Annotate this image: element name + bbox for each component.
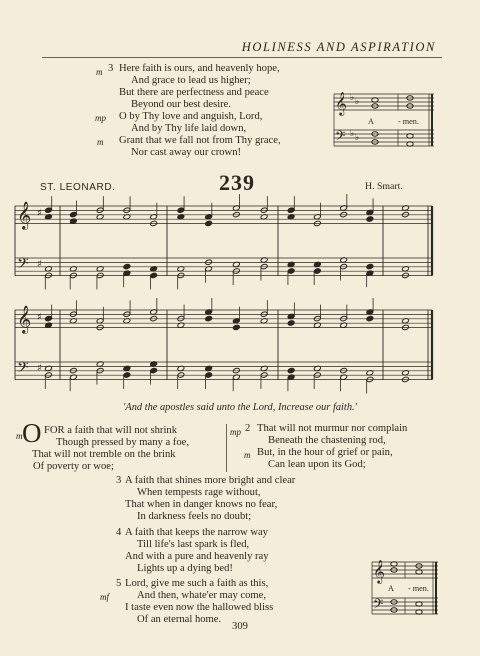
note-chord [340, 367, 348, 391]
column-divider [226, 424, 227, 472]
svg-text:𝄞: 𝄞 [373, 559, 385, 583]
treble-staff [15, 201, 432, 230]
note-chord [96, 361, 104, 385]
note-chord [45, 305, 53, 329]
verse-line: And then, whate'er may come, [137, 590, 266, 601]
amen-label: A [388, 584, 394, 593]
note-chord [205, 365, 213, 389]
svg-text:♭: ♭ [350, 129, 355, 139]
dynamic-marking: mp [230, 427, 241, 437]
note-chord [233, 261, 241, 285]
verse-line: And grace to lead us higher; [131, 75, 251, 86]
bass-staff [15, 255, 432, 276]
note-chord [177, 266, 185, 290]
verse-line: That when in danger knows no fear, [125, 499, 278, 510]
verse-number: 4 [116, 527, 122, 538]
svg-text:♭: ♭ [355, 97, 360, 107]
note-chord [123, 300, 131, 324]
note-chord [70, 266, 78, 290]
svg-text:𝄢: 𝄢 [335, 128, 346, 147]
verse-line: Lord, give me such a faith as this, [125, 578, 269, 589]
key-signature: ♯ [37, 208, 42, 219]
svg-text:𝄢: 𝄢 [373, 596, 384, 615]
note-chord [205, 298, 213, 322]
note-chord [70, 367, 78, 391]
note-chord [123, 263, 131, 287]
dynamic-marking: m [16, 431, 23, 441]
note-chord [96, 266, 104, 290]
note-chord [177, 365, 185, 389]
note-chord [205, 203, 213, 227]
verse-line: That will not murmur nor complain [257, 423, 408, 434]
verse-line: Of an eternal home. [137, 614, 222, 625]
dynamic-marking: mf [100, 592, 109, 602]
verse-line: A faith that keeps the narrow way [125, 527, 268, 538]
note-chord [96, 196, 104, 220]
dynamic-marking: mp [95, 113, 106, 123]
note-chord [233, 194, 241, 218]
note-chord [177, 305, 185, 329]
note-chord [340, 257, 348, 281]
verse-line: Here faith is ours, and heavenly hope, [119, 63, 280, 74]
verse-number: 5 [116, 578, 122, 589]
note-chord [45, 196, 53, 220]
verse-number: 3 [116, 475, 122, 486]
amen-label: A [368, 117, 374, 126]
note-chord [314, 305, 322, 329]
amen-label: - men. [408, 584, 429, 593]
tune-name: ST. LEONARD. [40, 182, 116, 193]
verse-line: Of poverty or woe; [33, 461, 114, 472]
drop-capital: O [22, 418, 42, 448]
note-chord [366, 263, 374, 287]
svg-text:𝄞: 𝄞 [17, 305, 32, 333]
note-chord [287, 367, 295, 391]
key-signature: ♯ [37, 259, 42, 270]
note-chord [70, 300, 78, 324]
note-chord [366, 198, 374, 222]
note-chord [123, 365, 131, 389]
verse-line: Beneath the chastening rod, [268, 435, 386, 446]
note-chord [366, 298, 374, 322]
svg-text:𝄢: 𝄢 [17, 255, 29, 276]
note-chord [96, 307, 104, 331]
note-chord [260, 300, 268, 324]
verse-line: But, in the hour of grief or pain, [257, 447, 393, 458]
svg-text:𝄞: 𝄞 [335, 91, 347, 115]
note-chord [233, 307, 241, 331]
note-chord [287, 196, 295, 220]
verse-line: Lights up a dying bed! [137, 563, 233, 574]
verse-line: That will not tremble on the brink [32, 449, 176, 460]
verse-line: FOR a faith that will not shrink [44, 425, 178, 436]
note-chord [402, 370, 410, 383]
verse-line: O by Thy love and anguish, Lord, [119, 111, 263, 122]
note-chord [150, 298, 158, 322]
hymn-number: 239 [219, 170, 255, 195]
note-chord [150, 361, 158, 385]
note-chord [366, 370, 374, 394]
verse-line: When tempests rage without, [137, 487, 261, 498]
note-chord [45, 266, 53, 290]
verse-number: 2 [245, 423, 251, 434]
dynamic-marking: m [244, 450, 251, 460]
bass-staff [15, 359, 432, 380]
verse-line: Beyond our best desire. [131, 99, 232, 110]
note-chord [150, 203, 158, 227]
note-chord [205, 259, 213, 283]
note-chord [340, 305, 348, 329]
note-chord [123, 196, 131, 220]
verse-number: 3 [108, 63, 114, 74]
scripture-quote: 'And the apostles said unto the Lord, Increase our faith.' [123, 402, 357, 413]
verse-line: In darkness feels no doubt; [137, 511, 252, 522]
note-chord [260, 257, 268, 281]
dynamic-marking: m [96, 67, 103, 77]
note-chord [177, 196, 185, 220]
verse-line: But there are perfectness and peace [119, 87, 269, 98]
verse-line: And with a pure and heavenly ray [125, 551, 269, 562]
dynamic-marking: m [97, 137, 104, 147]
svg-text:♭: ♭ [355, 133, 360, 143]
note-chord [402, 318, 410, 331]
verse-line: And by Thy life laid down, [131, 123, 247, 134]
svg-text:♭: ♭ [350, 93, 355, 103]
note-chord [45, 365, 53, 389]
verse-line: Nor cast away our crown! [131, 147, 242, 158]
verse-line: Grant that we fall not from Thy grace, [119, 135, 281, 146]
verse-line: Can lean upon its God; [268, 459, 366, 470]
note-chord [402, 205, 410, 218]
svg-text:𝄞: 𝄞 [17, 201, 32, 229]
verse-line: Though pressed by many a foe, [56, 437, 189, 448]
key-signature: ♯ [37, 312, 42, 323]
note-chord [260, 196, 268, 220]
note-chord [70, 201, 78, 225]
note-chord [287, 302, 295, 326]
treble-staff [15, 305, 432, 334]
note-chord [314, 365, 322, 389]
verse-line: Till life's last spark is fled, [137, 539, 250, 550]
note-chord [402, 266, 410, 279]
composer-name: H. Smart. [365, 181, 403, 192]
note-chord [233, 367, 241, 391]
page-number: 309 [232, 621, 248, 632]
page-header-title: HOLINESS AND ASPIRATION [241, 40, 436, 54]
key-signature: ♯ [37, 363, 42, 374]
svg-text:𝄢: 𝄢 [17, 359, 29, 380]
note-chord [150, 266, 158, 290]
note-chord [314, 261, 322, 285]
note-chord [340, 194, 348, 218]
note-chord [260, 365, 268, 389]
note-chord [287, 261, 295, 285]
verse-line: A faith that shines more bright and clear [125, 475, 296, 486]
note-chord [314, 203, 322, 227]
top-verses [0, 0, 480, 160]
verse-line: I taste even now the hallowed bliss [125, 602, 274, 613]
amen-label: - men. [398, 117, 419, 126]
